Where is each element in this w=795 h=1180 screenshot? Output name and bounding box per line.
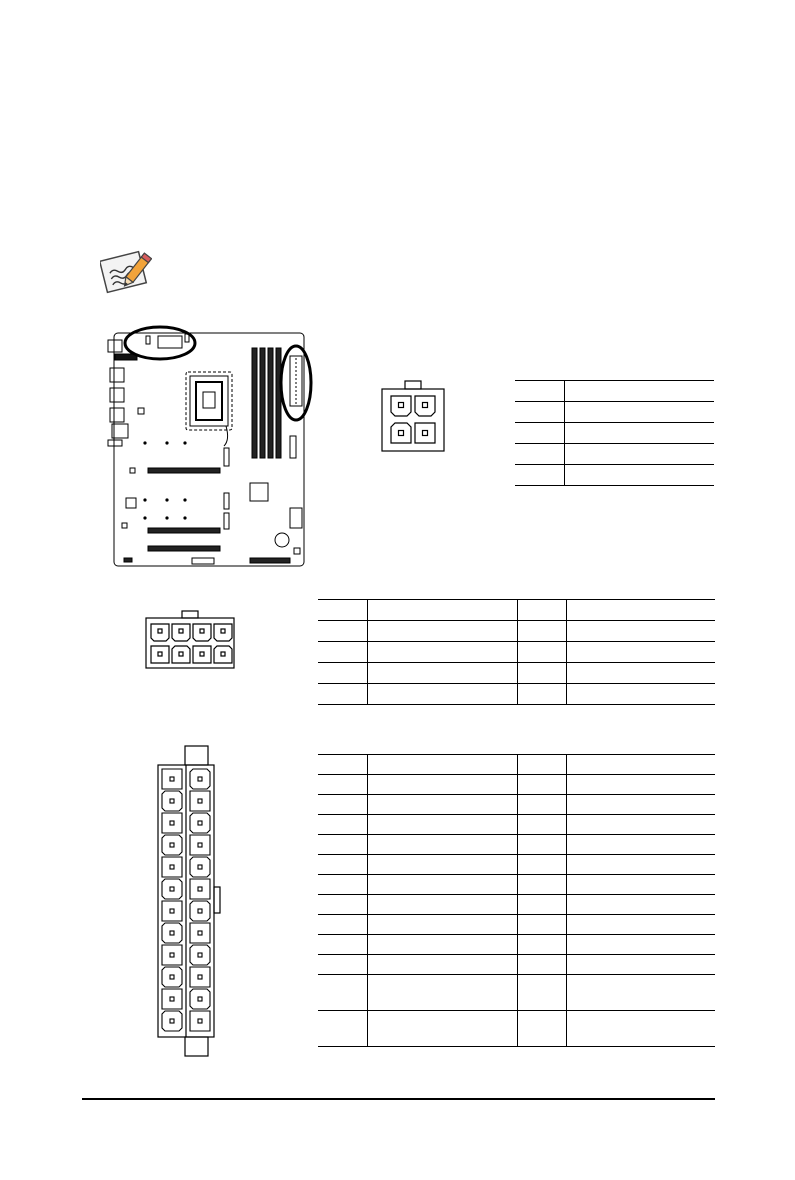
table-row: [318, 795, 715, 815]
pin-cell: [190, 901, 210, 921]
pin-contact: [198, 821, 202, 825]
pin-cell: [190, 923, 210, 943]
pin-cell: [190, 879, 210, 899]
pin-cell: [162, 989, 182, 1009]
footer-rule: [82, 1098, 715, 1100]
pin-cell: [190, 967, 210, 987]
table-row: [318, 755, 715, 775]
table-row: [318, 975, 715, 1011]
pin-cell: [162, 923, 182, 943]
pin-contact: [170, 887, 174, 891]
pin-cell: [162, 835, 182, 855]
table-row: [318, 835, 715, 855]
table-row: [318, 915, 715, 935]
pin-contact: [198, 843, 202, 847]
pin-contact: [170, 997, 174, 1001]
pin-contact: [170, 777, 174, 781]
pin-cell: [162, 769, 182, 789]
pin-contact: [170, 799, 174, 803]
table-row: [318, 600, 715, 621]
pin-cell: [162, 879, 182, 899]
pin-cell: [162, 791, 182, 811]
pin-contact: [170, 1019, 174, 1023]
atx12v-4pin-connector: [378, 380, 448, 456]
table-row: [515, 402, 714, 423]
table-row: [318, 935, 715, 955]
pin-cell: [162, 901, 182, 921]
pin-contact: [198, 997, 202, 1001]
pin-contact: [170, 843, 174, 847]
pin-cell: [190, 769, 210, 789]
pin-contact: [170, 909, 174, 913]
pin-cell: [190, 791, 210, 811]
pin-cell: [190, 989, 210, 1009]
pin-cell: [162, 857, 182, 877]
table-row: [515, 423, 714, 444]
table-row: [318, 875, 715, 895]
pin-contact: [198, 909, 202, 913]
table-row: [515, 465, 714, 486]
table-row: [318, 663, 715, 684]
table-row: [318, 1011, 715, 1047]
pin-contact: [198, 931, 202, 935]
pin-cell: [190, 813, 210, 833]
pin-contact: [198, 1019, 202, 1023]
pin-contact: [170, 953, 174, 957]
table-row: [515, 444, 714, 465]
pin-cell: [162, 1011, 182, 1031]
table-row: [318, 621, 715, 642]
pin-cell: [162, 813, 182, 833]
pin-contact: [198, 953, 202, 957]
pin-contact: [170, 975, 174, 979]
pin-contact: [198, 799, 202, 803]
pin-contact: [170, 865, 174, 869]
motherboard-layout: [100, 318, 320, 570]
table-row: [515, 381, 714, 402]
pin-contact: [198, 865, 202, 869]
table-row: [318, 642, 715, 663]
atx-24pin-connector: [155, 745, 225, 1057]
pin-cell: [190, 945, 210, 965]
atx12v-4pin-table: [515, 380, 714, 486]
table-row: [318, 815, 715, 835]
pin-cell: [190, 857, 210, 877]
pin-cell: [190, 1011, 210, 1031]
pin-contact: [198, 975, 202, 979]
atx-24pin-table: [318, 754, 715, 1047]
pin-contact: [170, 821, 174, 825]
pin-cell: [190, 835, 210, 855]
pin-cell: [162, 945, 182, 965]
table-row: [318, 775, 715, 795]
table-row: [318, 895, 715, 915]
table-row: [318, 855, 715, 875]
table-row: [318, 955, 715, 975]
table-row: [318, 684, 715, 705]
atx12v-8pin-table: [318, 599, 715, 705]
pin-contact: [198, 887, 202, 891]
pin-contact: [170, 931, 174, 935]
pin-contact: [198, 777, 202, 781]
pin-cell: [162, 967, 182, 987]
pencil-note-icon: [100, 248, 152, 294]
atx12v-8pin-connector: [142, 610, 238, 670]
